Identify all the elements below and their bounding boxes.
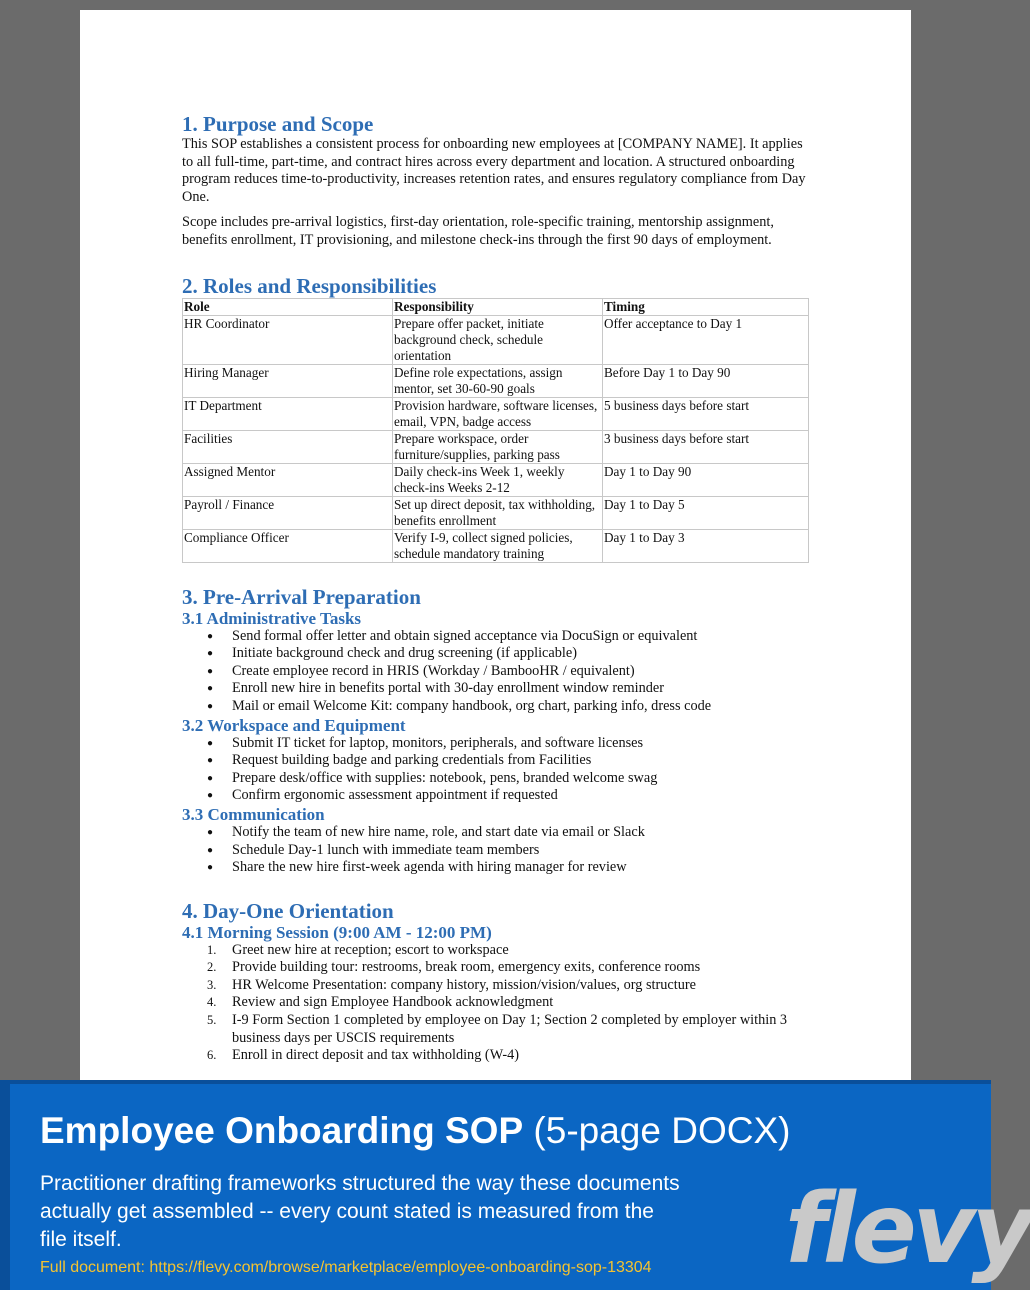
table-row [183,529,809,562]
table-cell: 3 business days before start [603,430,809,463]
list-item: 4. Review and sign Employee Handbook acknowledgment [207,994,554,1011]
bullet-icon: ● [207,844,214,856]
table-cell: Facilities [183,430,393,463]
list-item: ● Create employee record in HRIS (Workday / BambooHR / equivalent) [207,662,635,679]
flevy-logo: flevy [785,1173,1030,1285]
bullet-icon: ● [207,772,214,784]
table-cell: Prepare offer packet, initiate background check, schedule orientation [393,315,603,364]
bullet-icon: ● [207,826,214,838]
list-item: 1. Greet new hire at reception; escort to workspace [207,941,509,958]
section-3-heading: 3. Pre-Arrival Preparation [182,584,421,609]
banner-description: Practitioner drafting frameworks structured the way these documents actually get assembled -- every count stated is measured from the file itself. [40,1172,680,1251]
table-cell: Set up direct deposit, tax withholding, benefits enrollment [393,496,603,529]
bullet-icon: ● [207,683,214,695]
morning-session-list [182,942,808,1065]
table-header-cell: Responsibility [393,298,603,315]
section-1-paragraph-2: Scope includes pre-arrival logistics, first-day orientation, role-specific training, mentorship assignment, benefits enrollment, IT provisioning, and milestone check-ins through the first 90 days of employment. [182,214,774,248]
list-item: 2. Provide building tour: restrooms, break room, emergency exits, conference rooms [207,959,701,976]
list-number: 2. [207,960,217,975]
promo-banner [0,1080,1030,1290]
table-row [183,315,809,364]
subsection-4-1-heading: 4.1 Morning Session (9:00 AM - 12:00 PM) [182,922,492,942]
section-1-heading: 1. Purpose and Scope [182,112,374,136]
administrative-tasks-list [182,628,808,716]
table-row [183,496,809,529]
document-content [182,112,808,1065]
bullet-icon: ● [207,755,214,767]
list-item: ● Request building badge and parking credentials from Facilities [207,752,592,769]
table-row [183,364,809,397]
table-row [183,397,809,430]
table-cell: Day 1 to Day 90 [603,463,809,496]
list-item: 3. HR Welcome Presentation: company history, mission/vision/values, org structure [207,976,696,993]
bullet-icon: ● [207,737,214,749]
table-cell: Daily check-ins Week 1, weekly check-ins Weeks 2-12 [393,463,603,496]
list-number: 4. [207,995,217,1010]
table-cell: 5 business days before start [603,397,809,430]
list-number: 5. [207,1013,217,1028]
bullet-icon: ● [207,665,214,677]
banner-title-format: (5-page DOCX) [533,1110,791,1151]
full-document-link[interactable]: Full document: https://flevy.com/browse/marketplace/employee-onboarding-sop-13304 [40,1259,652,1276]
bullet-icon: ● [207,700,214,712]
table-cell: Define role expectations, assign mentor, set 30-60-90 goals [393,364,603,397]
list-number: 3. [207,977,217,992]
table-header-row [183,298,809,315]
table-cell: Day 1 to Day 5 [603,496,809,529]
list-item: ● Share the new hire first-week agenda with hiring manager for review [207,859,627,876]
list-item: ● Prepare desk/office with supplies: notebook, pens, branded welcome swag [207,769,658,786]
list-item: ● Enroll new hire in benefits portal with 30-day enrollment window reminder [207,680,664,697]
bullet-icon: ● [207,790,214,802]
list-number: 1. [207,942,217,957]
document-page [80,10,911,1085]
table-cell: Payroll / Finance [183,496,393,529]
table-cell: Hiring Manager [183,364,393,397]
workspace-equipment-list [182,735,808,805]
banner-title-main: Employee Onboarding SOP [40,1110,524,1151]
subsection-3-1-heading: 3.1 Administrative Tasks [182,608,362,628]
list-item: ● Confirm ergonomic assessment appointment if requested [207,787,558,804]
list-number: 6. [207,1048,217,1063]
table-row [183,430,809,463]
list-item: 5. I-9 Form Section 1 completed by employee on Day 1; Section 2 completed by employer within 3 business days per USCIS requirements [207,1012,788,1046]
list-item: ● Initiate background check and drug screening (if applicable) [207,645,577,662]
list-item: ● Send formal offer letter and obtain signed acceptance via DocuSign or equivalent [207,627,698,644]
table-cell: Prepare workspace, order furniture/supplies, parking pass [393,430,603,463]
table-cell: Verify I-9, collect signed policies, schedule mandatory training [393,529,603,562]
table-cell: IT Department [183,397,393,430]
list-item: ● Submit IT ticket for laptop, monitors, peripherals, and software licenses [207,734,644,751]
list-item: ● Mail or email Welcome Kit: company handbook, org chart, parking info, dress code [207,697,712,714]
table-cell: Offer acceptance to Day 1 [603,315,809,364]
subsection-3-3-heading: 3.3 Communication [182,804,325,824]
table-cell: Compliance Officer [183,529,393,562]
table-cell: Day 1 to Day 3 [603,529,809,562]
table-header-cell: Role [183,298,393,315]
bullet-icon: ● [207,862,214,874]
list-item: 6. Enroll in direct deposit and tax withholding (W-4) [207,1047,520,1064]
section-1-paragraph-1: This SOP establishes a consistent process for onboarding new employees at [COMPANY NAME]. It applies to all full-time, part-time, and contract hires across every department and location. A structured onboarding program reduces time-to-productivity, increases retention rates, and ensures regulatory compliance from Day One. [182,136,806,205]
bullet-icon: ● [207,630,214,642]
table-cell: Before Day 1 to Day 90 [603,364,809,397]
table-row [183,463,809,496]
banner-title [40,1109,790,1153]
list-item: ● Notify the team of new hire name, role, and start date via email or Slack [207,823,645,840]
section-4-heading: 4. Day-One Orientation [182,898,394,923]
bullet-icon: ● [207,648,214,660]
subsection-3-2-heading: 3.2 Workspace and Equipment [182,715,406,735]
table-cell: Provision hardware, software licenses, email, VPN, badge access [393,397,603,430]
section-2-heading: 2. Roles and Responsibilities [182,273,437,298]
table-cell: Assigned Mentor [183,463,393,496]
communication-list [182,824,808,877]
table-header-cell: Timing [603,298,809,315]
roles-table [182,298,809,563]
list-item: ● Schedule Day-1 lunch with immediate team members [207,841,540,858]
table-cell: HR Coordinator [183,315,393,364]
